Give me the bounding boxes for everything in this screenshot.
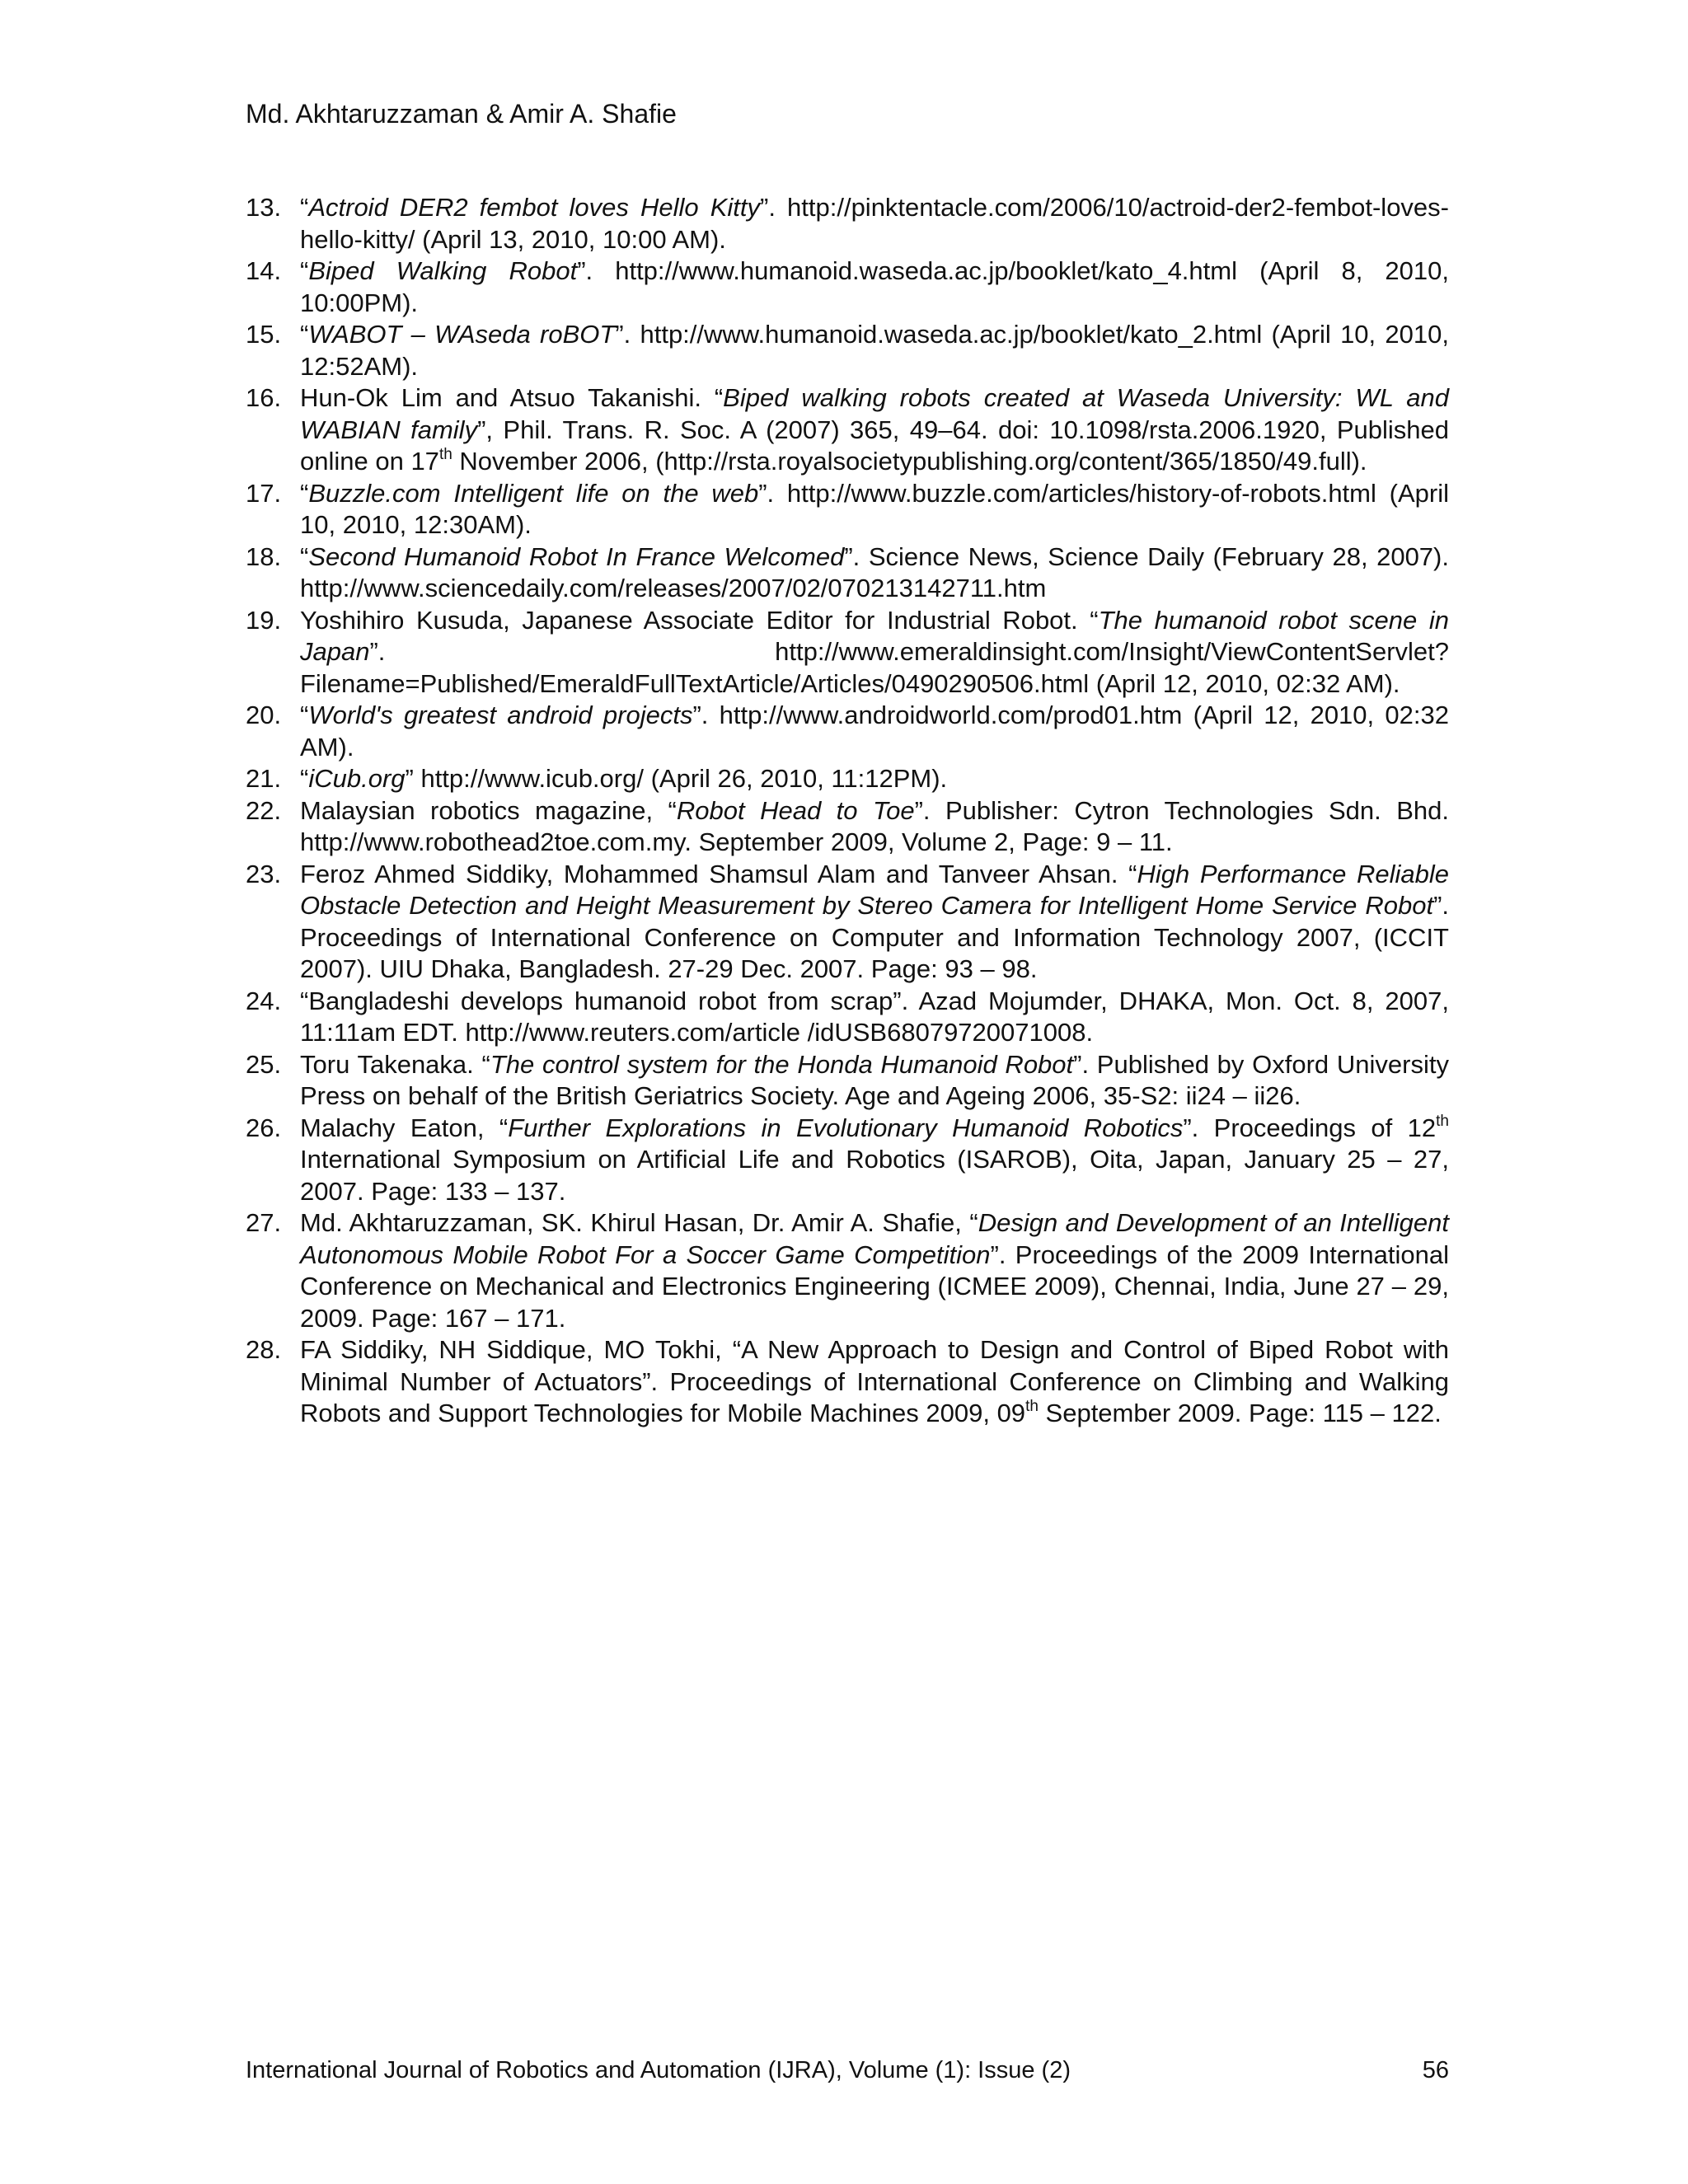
reference-number: 17. <box>246 478 282 508</box>
reference-text <box>300 700 1449 763</box>
reference-text <box>300 986 1449 1049</box>
reference-number: 18. <box>246 541 282 571</box>
reference-number: 26. <box>246 1113 282 1142</box>
reference-text <box>300 541 1449 605</box>
reference-title: The control system for the Honda Humanoid Robot <box>490 1049 1074 1079</box>
reference-segment: ” http://www.icub.org/ (April 26, 2010, 11:12PM). <box>405 764 948 793</box>
reference-segment: “ <box>300 764 309 793</box>
reference-item <box>246 763 1449 795</box>
reference-segment: ”. http://www.emeraldinsight.com/Insight/ViewContentServlet?Filename=Published/EmeraldFullTextArticle/Articles/0490290506.html (April 12, 2010, 02:32 AM). <box>300 637 1449 698</box>
reference-title: World's greatest android projects <box>308 701 693 729</box>
reference-segment: “Bangladeshi develops humanoid robot from scrap”. Azad Mojumder, DHAKA, Mon. Oct. 8, 2007, 11:11am EDT. http://www.reuters.com/article /idUSB68079720071008. <box>300 986 1449 1047</box>
reference-segment: ”. http://pinktentacle.com/2006/10/actroid-der2-fembot-loves-hello-kitty/ (April 13, 2010, 10:00 AM). <box>300 193 1449 254</box>
reference-segment: ”. Published by Oxford University Press on behalf of the British Geriatrics Society. Age and Ageing 2006, 35-S2: ii24 – ii26. <box>300 1049 1449 1110</box>
reference-item <box>246 478 1449 541</box>
reference-title: Biped Walking Robot <box>308 256 578 285</box>
reference-segment: “ <box>300 701 309 729</box>
reference-segment: ”. http://www.humanoid.waseda.ac.jp/booklet/kato_2.html (April 10, 2010, 12:52AM). <box>300 320 1449 381</box>
reference-number: 25. <box>246 1049 282 1079</box>
reference-segment: “ <box>300 478 309 508</box>
reference-number: 19. <box>246 605 282 635</box>
reference-number: 22. <box>246 795 282 825</box>
reference-text <box>300 1049 1449 1113</box>
reference-segment: ”. http://www.humanoid.waseda.ac.jp/booklet/kato_4.html (April 8, 2010, 10:00PM). <box>300 256 1449 317</box>
superscript-text: th <box>438 446 452 463</box>
reference-item <box>246 986 1449 1049</box>
reference-number: 23. <box>246 859 282 888</box>
reference-segment: International Symposium on Artificial Life and Robotics (ISAROB), Oita, Japan, January 25 – 27, 2007. Page: 133 – 137. <box>300 1145 1449 1206</box>
reference-text <box>300 763 1449 795</box>
reference-text <box>300 192 1449 255</box>
superscript-text: th <box>1025 1398 1039 1415</box>
reference-text <box>300 605 1449 701</box>
reference-item <box>246 1113 1449 1208</box>
superscript-text: th <box>1436 1112 1449 1130</box>
reference-item <box>246 1207 1449 1334</box>
footer-page-number: 56 <box>1422 2057 1449 2083</box>
reference-title: Design and Development of an Intelligent Autonomous Mobile Robot For a Soccer Game Competition <box>300 1208 1449 1269</box>
reference-segment: September 2009. Page: 115 – 122. <box>1038 1399 1442 1427</box>
reference-item <box>246 859 1449 986</box>
reference-text <box>300 859 1449 986</box>
reference-segment: November 2006, (http://rsta.royalsocietypublishing.org/content/365/1850/49.full). <box>452 447 1367 476</box>
reference-text <box>300 319 1449 382</box>
reference-title: High Performance Reliable Obstacle Detection and Height Measurement by Stereo Camera for Intelligent Home Service Robot <box>300 859 1449 920</box>
reference-item <box>246 1334 1449 1430</box>
reference-title: Buzzle.com Intelligent life on the web <box>308 478 759 508</box>
reference-text <box>300 478 1449 541</box>
reference-segment: “ <box>300 256 309 285</box>
reference-title: Biped walking robots created at Waseda University: WL and WABIAN family <box>300 383 1449 444</box>
reference-segment: Hun-Ok Lim and Atsuo Takanishi. “ <box>300 383 724 412</box>
reference-text <box>300 382 1449 478</box>
footer-journal-title: International Journal of Robotics and Automation (IJRA), Volume (1): Issue (2) <box>246 2057 1071 2083</box>
reference-segment: ”. Proceedings of the 2009 International Conference on Mechanical and Electronics Engineering (ICMEE 2009), Chennai, India, June 27 – 29, 2009. Page: 167 – 171. <box>300 1240 1449 1333</box>
reference-segment: Feroz Ahmed Siddiky, Mohammed Shamsul Alam and Tanveer Ahsan. “ <box>300 859 1137 888</box>
reference-item <box>246 605 1449 701</box>
reference-number: 15. <box>246 320 282 349</box>
reference-text <box>300 1334 1449 1430</box>
reference-title: The humanoid robot scene in Japan <box>300 605 1449 666</box>
reference-text <box>300 1207 1449 1334</box>
reference-segment: ”. http://www.buzzle.com/articles/history-of-robots.html (April 10, 2010, 12:30AM). <box>300 478 1450 539</box>
reference-number: 21. <box>246 764 282 793</box>
reference-number: 27. <box>246 1208 282 1237</box>
reference-number: 14. <box>246 256 282 285</box>
reference-number: 20. <box>246 701 282 729</box>
reference-segment: Toru Takenaka. “ <box>300 1049 490 1079</box>
reference-number: 24. <box>246 986 282 1015</box>
reference-segment: Malachy Eaton, “ <box>300 1113 509 1142</box>
reference-text <box>300 255 1449 319</box>
reference-segment: ”. Publisher: Cytron Technologies Sdn. Bhd. http://www.robothead2toe.com.my. September 2009, Volume 2, Page: 9 – 11. <box>300 795 1449 856</box>
reference-title: Second Humanoid Robot In France Welcomed <box>308 541 845 571</box>
reference-list <box>246 192 1449 1430</box>
reference-segment: ”. Proceedings of International Conference on Computer and Information Technology 2007, (ICCIT 2007). UIU Dhaka, Bangladesh. 27-29 Dec. 2007. Page: 93 – 98. <box>300 891 1449 983</box>
reference-segment: ”, Phil. Trans. R. Soc. A (2007) 365, 49–64. doi: 10.1098/rsta.2006.1920, Published online on 17 <box>300 415 1450 476</box>
reference-segment: Malaysian robotics magazine, “ <box>300 795 677 825</box>
reference-item <box>246 382 1449 478</box>
reference-number: 16. <box>246 383 282 412</box>
reference-item <box>246 1049 1449 1113</box>
reference-title: WABOT – WAseda roBOT <box>308 320 616 349</box>
reference-text <box>300 1113 1449 1208</box>
reference-title: Robot Head to Toe <box>676 795 915 825</box>
reference-item <box>246 541 1449 605</box>
reference-title: iCub.org <box>308 764 406 793</box>
reference-item <box>246 700 1449 763</box>
reference-item <box>246 192 1449 255</box>
reference-title: Further Explorations in Evolutionary Humanoid Robotics <box>508 1113 1184 1142</box>
reference-text <box>300 795 1449 859</box>
reference-title: Actroid DER2 fembot loves Hello Kitty <box>308 193 760 222</box>
reference-segment: Md. Akhtaruzzaman, SK. Khirul Hasan, Dr. Amir A. Shafie, “ <box>300 1208 978 1237</box>
reference-segment: ”. Science News, Science Daily (February 28, 2007). http://www.sciencedaily.com/releases/2007/02/070213142711.htm <box>300 541 1449 602</box>
reference-segment: FA Siddiky, NH Siddique, MO Tokhi, “A New Approach to Design and Control of Biped Robot with Minimal Number of Actuators”. Proceedings of International Conference on Climbing and Walking Robots and Support Technologies for Mobile Machines 2009, 09 <box>300 1335 1449 1427</box>
reference-item <box>246 255 1449 319</box>
reference-item <box>246 795 1449 859</box>
reference-segment: “ <box>300 541 309 571</box>
running-head: Md. Akhtaruzzaman & Amir A. Shafie <box>246 99 677 129</box>
reference-segment: “ <box>300 193 309 222</box>
reference-item <box>246 319 1449 382</box>
reference-segment: ”. Proceedings of 12 <box>1183 1113 1437 1142</box>
reference-segment: Yoshihiro Kusuda, Japanese Associate Editor for Industrial Robot. “ <box>300 605 1099 635</box>
reference-segment: ”. http://www.androidworld.com/prod01.htm (April 12, 2010, 02:32 AM). <box>300 701 1449 762</box>
reference-number: 13. <box>246 193 282 222</box>
reference-segment: “ <box>300 320 309 349</box>
reference-number: 28. <box>246 1335 282 1364</box>
